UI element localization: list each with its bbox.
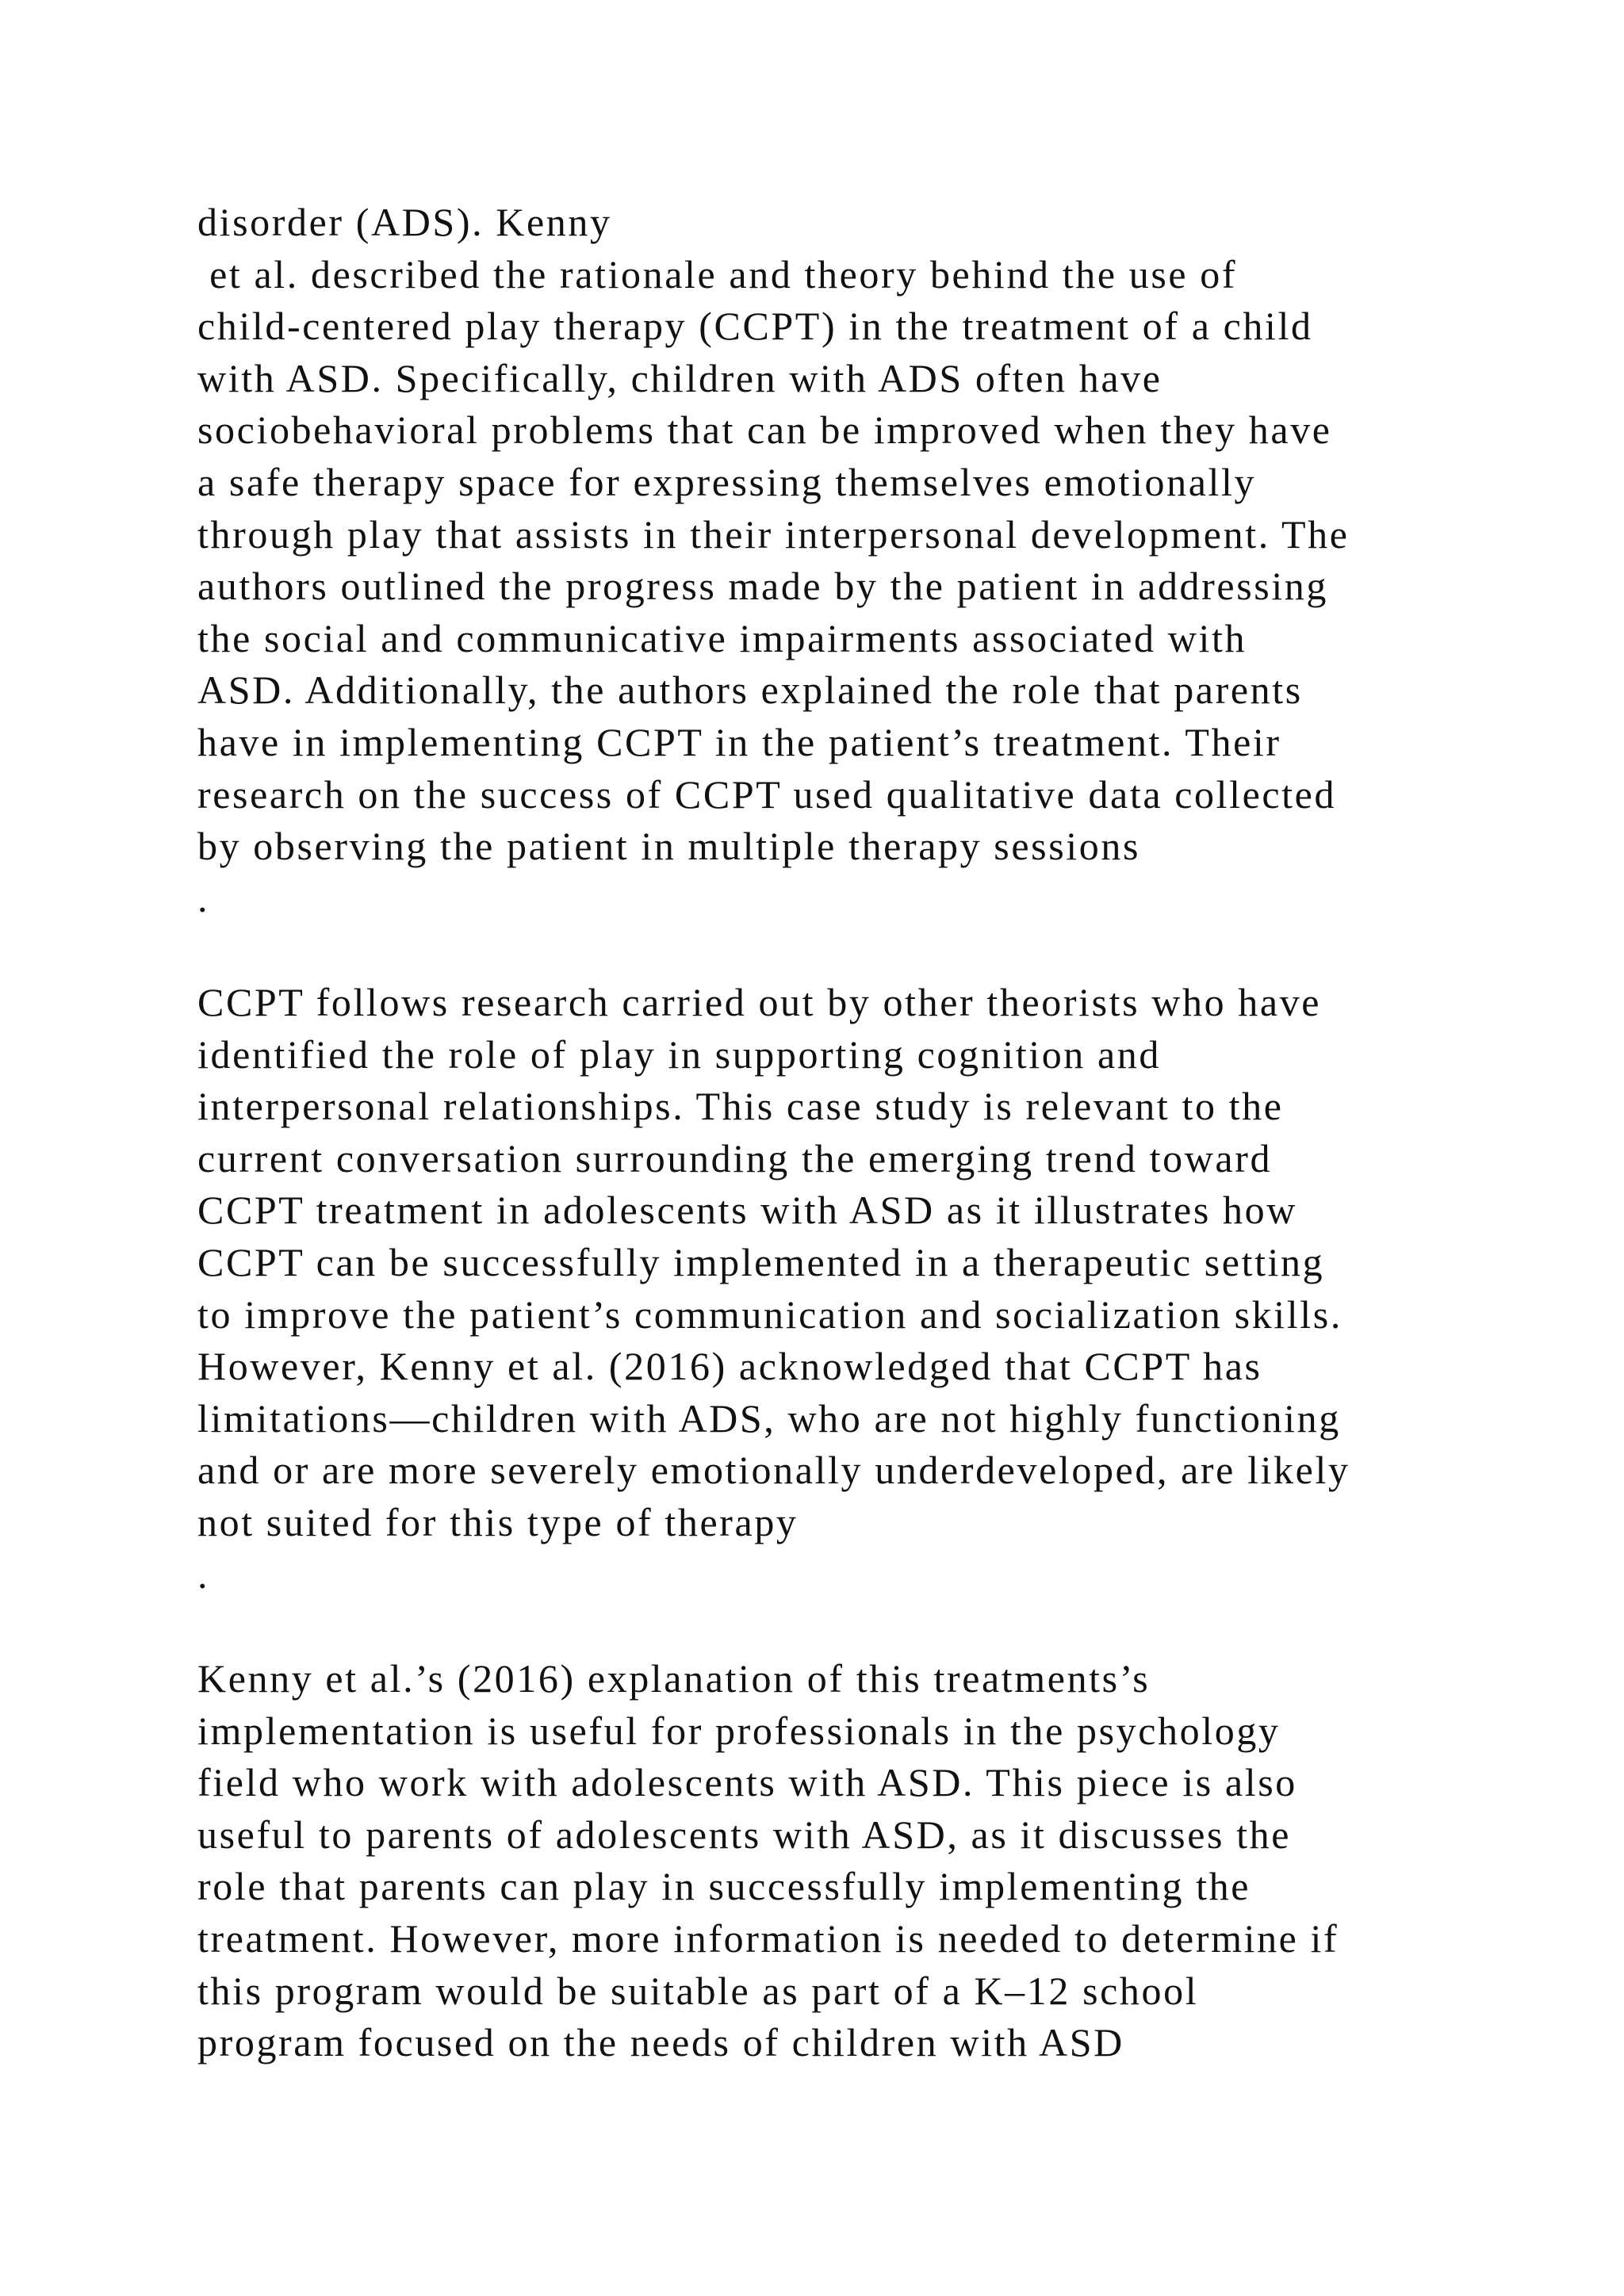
text-line: program focused on the needs of children with ASD xyxy=(197,2020,1124,2065)
text-line: implementation is useful for professionals in the psychology xyxy=(197,1708,1281,1753)
text-line: However, Kenny et al. (2016) acknowledged that CCPT has xyxy=(197,1344,1262,1389)
paragraph-2 xyxy=(197,977,1350,1601)
text-line: research on the success of CCPT used qualitative data collected xyxy=(197,771,1337,817)
text-line: authors outlined the progress made by the patient in addressing xyxy=(197,564,1329,609)
paragraph-3 xyxy=(197,1653,1339,2069)
text-line: current conversation surrounding the emerging trend toward xyxy=(197,1135,1273,1181)
text-line: CCPT can be successfully implemented in a therapeutic setting xyxy=(197,1239,1325,1284)
text-line: . xyxy=(197,1552,210,1597)
text-line: Kenny et al.’s (2016) explanation of this treatments’s xyxy=(197,1656,1151,1701)
text-line: the social and communicative impairments associated with xyxy=(197,615,1247,660)
text-line: through play that assists in their interpersonal development. The xyxy=(197,511,1350,557)
text-line: disorder (ADS). Kenny xyxy=(197,200,612,244)
text-line: not suited for this type of therapy xyxy=(197,1499,799,1544)
text-line: a safe therapy space for expressing themselves emotionally xyxy=(197,459,1257,504)
text-line: with ASD. Specifically, children with ADS often have xyxy=(197,355,1162,400)
text-line: ASD. Additionally, the authors explained the role that parents xyxy=(197,668,1303,713)
text-line: limitations—children with ADS, who are not highly functioning xyxy=(197,1395,1341,1441)
text-line: useful to parents of adolescents with ASD, as it discusses the xyxy=(197,1812,1292,1857)
text-line: and or are more severely emotionally underdeveloped, are likely xyxy=(197,1448,1350,1493)
text-line: field who work with adolescents with ASD. This piece is also xyxy=(197,1760,1297,1805)
text-line: have in implementing CCPT in the patient’s treatment. Their xyxy=(197,719,1281,764)
paragraph-1 xyxy=(197,197,1350,924)
text-line: this program would be suitable as part of a K–12 school xyxy=(197,1968,1199,2013)
text-line: CCPT treatment in adolescents with ASD as it illustrates how xyxy=(197,1188,1297,1233)
text-line: by observing the patient in multiple therapy sessions xyxy=(197,824,1141,869)
text-line: sociobehavioral problems that can be improved when they have xyxy=(197,408,1332,453)
text-line: identified the role of play in supporting cognition and xyxy=(197,1031,1161,1077)
text-line: et al. described the rationale and theory behind the use of xyxy=(197,251,1238,297)
text-line: . xyxy=(197,875,210,920)
text-line: interpersonal relationships. This case study is relevant to the xyxy=(197,1084,1284,1129)
text-line: treatment. However, more information is needed to determine if xyxy=(197,1915,1339,1961)
text-line: child-centered play therapy (CCPT) in the treatment of a child xyxy=(197,304,1313,349)
text-line: CCPT follows research carried out by other theorists who have xyxy=(197,980,1322,1024)
text-line: role that parents can play in successfully implementing the xyxy=(197,1864,1251,1909)
text-line: to improve the patient’s communication and socialization skills. xyxy=(197,1292,1342,1337)
